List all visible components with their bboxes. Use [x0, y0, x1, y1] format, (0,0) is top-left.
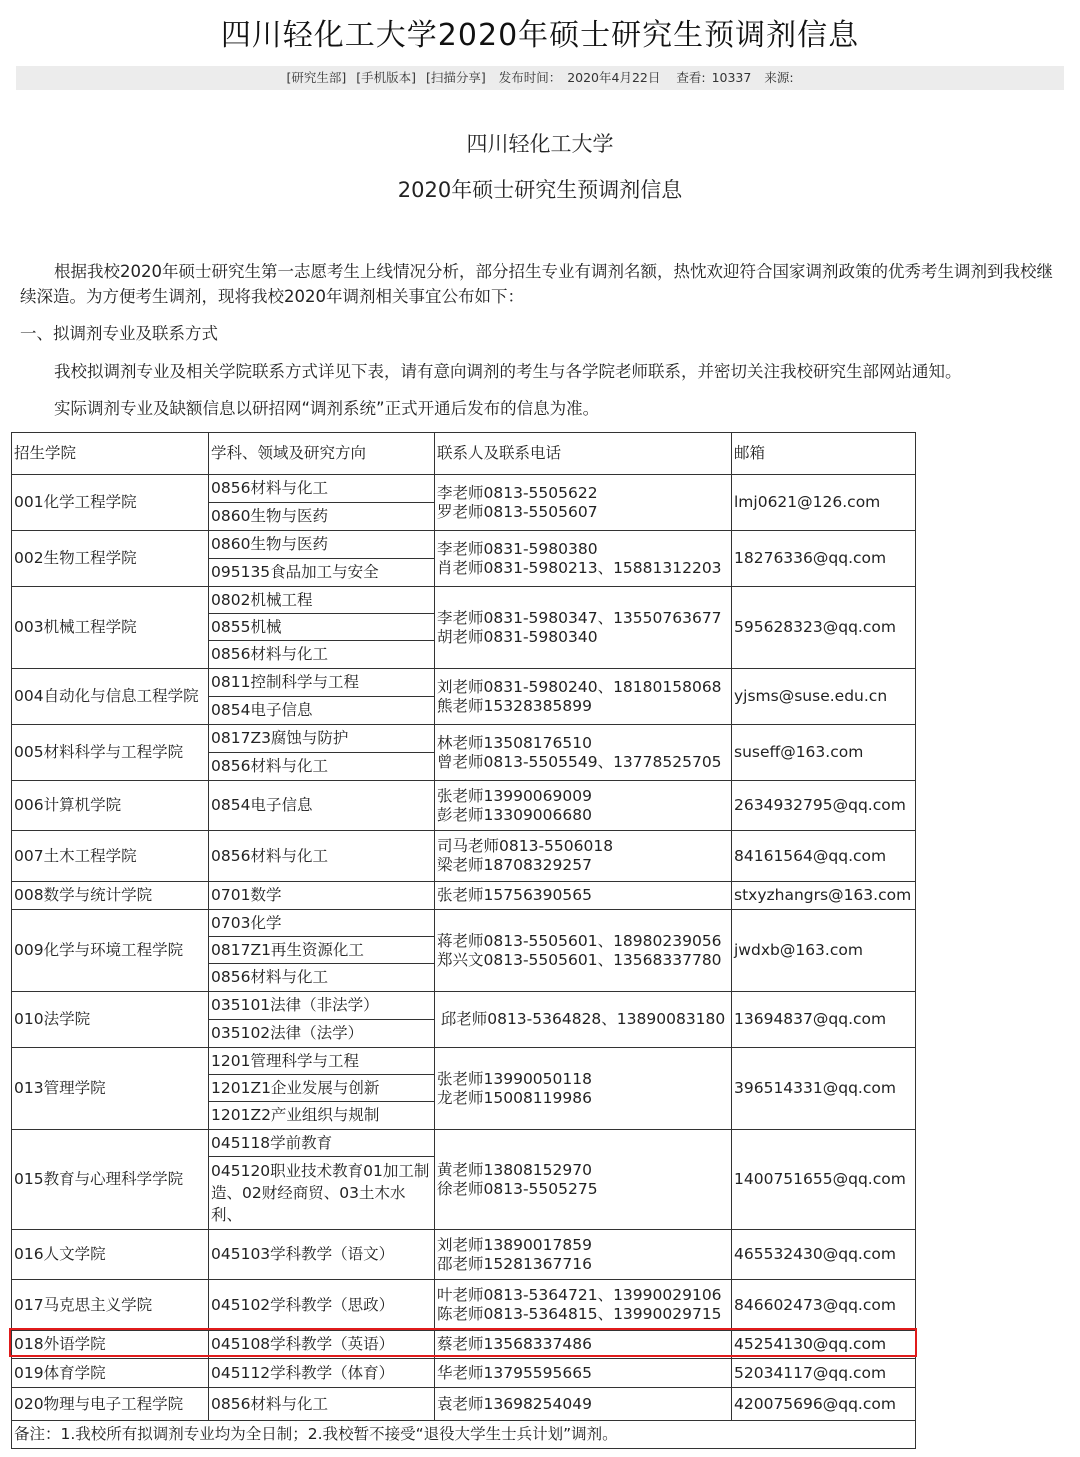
major-cell: 0854电子信息: [209, 697, 435, 725]
table-row: [12, 992, 916, 1020]
contact-cell: 叶老师0813-5364721、13990029106 陈老师0813-5364815、13990029715: [435, 1280, 732, 1331]
college-name: 020物理与电子工程学院: [12, 1388, 209, 1421]
article-meta-bar: [16, 66, 1064, 90]
contact-cell: 蔡老师13568337486: [435, 1331, 732, 1359]
college-name: 006计算机学院: [12, 781, 209, 831]
contact-cell: 张老师13990050118 龙老师15008119986: [435, 1048, 732, 1130]
college-name: 013管理学院: [12, 1048, 209, 1130]
major-cell: 045102学科教学（思政）: [209, 1280, 435, 1331]
major-cell: 0856材料与化工: [209, 641, 435, 669]
email-cell: 1400751655@qq.com: [732, 1130, 916, 1230]
college-name: 001化学工程学院: [12, 475, 209, 531]
email-cell: lmj0621@126.com: [732, 475, 916, 531]
contact-cell: 李老师0813-5505622 罗老师0813-5505607: [435, 475, 732, 531]
contact-cell: 李老师0831-5980380 肖老师0831-5980213、15881312203: [435, 531, 732, 587]
major-cell: 0856材料与化工: [209, 753, 435, 781]
major-cell: 0856材料与化工: [209, 831, 435, 882]
email-cell: 2634932795@qq.com: [732, 781, 916, 831]
table-row: [12, 1359, 916, 1388]
major-cell: 0856材料与化工: [209, 964, 435, 992]
header-college: 招生学院: [12, 433, 209, 475]
email-cell: stxyzhangrs@163.com: [732, 882, 916, 910]
contact-cell: 林老师13508176510 曾老师0813-5505549、13778525705: [435, 725, 732, 781]
major-cell: 045112学科教学（体育）: [209, 1359, 435, 1388]
view-count: 查看: 10337: [676, 70, 752, 85]
table-row: [12, 1331, 916, 1359]
college-name: 015教育与心理科学学院: [12, 1130, 209, 1230]
table-row: [12, 1048, 916, 1075]
major-cell: 0802机械工程: [209, 587, 435, 614]
contact-cell: 李老师0831-5980347、13550763677 胡老师0831-5980340: [435, 587, 732, 669]
table-note-row: [12, 1421, 916, 1449]
adjustment-table: [11, 432, 916, 1449]
college-name: 008数学与统计学院: [12, 882, 209, 910]
email-cell: 13694837@qq.com: [732, 992, 916, 1048]
source-label: 来源:: [764, 70, 794, 85]
table-row: [12, 669, 916, 697]
major-cell: 0854电子信息: [209, 781, 435, 831]
contact-cell: 刘老师13890017859 邵老师15281367716: [435, 1230, 732, 1280]
email-cell: yjsms@suse.edu.cn: [732, 669, 916, 725]
header-email: 邮箱: [732, 433, 916, 475]
table-note: 备注：1.我校所有拟调剂专业均为全日制；2.我校暂不接受“退役大学生士兵计划”调剂。: [12, 1421, 916, 1449]
contact-cell: 司马老师0813-5506018 梁老师18708329257: [435, 831, 732, 882]
major-cell: 045118学前教育: [209, 1130, 435, 1157]
major-cell: 0817Z3腐蚀与防护: [209, 725, 435, 753]
header-contact: 联系人及联系电话: [435, 433, 732, 475]
major-cell: 0817Z1再生资源化工: [209, 937, 435, 964]
major-cell: 1201管理科学与工程: [209, 1048, 435, 1075]
intro-paragraph: 根据我校2020年硕士研究生第一志愿考生上线情况分析，部分招生专业有调剂名额，热忱欢迎符合国家调剂政策的优秀考生调剂到我校继续深造。为方便考生调剂，现将我校2020年调剂相关事宜公布如下：: [20, 262, 1053, 306]
contact-cell: 黄老师13808152970 徐老师0813-5505275: [435, 1130, 732, 1230]
article-heading-line2: 2020年硕士研究生预调剂信息: [397, 178, 683, 202]
contact-cell: 袁老师13698254049: [435, 1388, 732, 1421]
college-name: 005材料科学与工程学院: [12, 725, 209, 781]
table-row: [12, 1230, 916, 1280]
major-cell: 0811控制科学与工程: [209, 669, 435, 697]
major-cell: 0860生物与医药: [209, 503, 435, 531]
table-row: [12, 831, 916, 882]
email-cell: 396514331@qq.com: [732, 1048, 916, 1130]
table-row: [12, 1130, 916, 1157]
major-cell: 095135食品加工与安全: [209, 559, 435, 587]
article-heading-line1: 四川轻化工大学: [466, 132, 614, 156]
major-cell: 045108学科教学（英语）: [209, 1331, 435, 1359]
contact-cell: 邱老师0813-5364828、13890083180: [435, 992, 732, 1048]
major-cell: 0856材料与化工: [209, 1388, 435, 1421]
mobile-version-link[interactable]: [手机版本]: [356, 70, 416, 85]
table-header-row: [12, 433, 916, 475]
college-name: 018外语学院: [12, 1331, 209, 1359]
section1-paragraph2: 实际调剂专业及缺额信息以研招网“调剂系统”正式开通后发布的信息为准。: [54, 399, 600, 418]
major-cell: 035101法律（非法学）: [209, 992, 435, 1020]
major-cell: 0855机械: [209, 614, 435, 641]
page-title: 四川轻化工大学2020年硕士研究生预调剂信息: [220, 18, 860, 53]
table-row: [12, 1388, 916, 1421]
college-name: 002生物工程学院: [12, 531, 209, 587]
table-row: [12, 910, 916, 937]
major-cell: 1201Z2产业组织与规制: [209, 1102, 435, 1130]
table-row: [12, 1280, 916, 1331]
email-cell: 52034117@qq.com: [732, 1359, 916, 1388]
college-name: 016人文学院: [12, 1230, 209, 1280]
email-cell: jwdxb@163.com: [732, 910, 916, 992]
table-row: [12, 882, 916, 910]
major-cell: 0856材料与化工: [209, 475, 435, 503]
section1-paragraph1: 我校拟调剂专业及相关学院联系方式详见下表，请有意向调剂的考生与各学院老师联系，并密切关注我校研究生部网站通知。: [54, 362, 962, 381]
contact-cell: 华老师13795595665: [435, 1359, 732, 1388]
college-name: 010法学院: [12, 992, 209, 1048]
college-name: 004自动化与信息工程学院: [12, 669, 209, 725]
college-name: 017马克思主义学院: [12, 1280, 209, 1331]
table-row: [12, 531, 916, 559]
contact-cell: 张老师15756390565: [435, 882, 732, 910]
email-cell: suseff@163.com: [732, 725, 916, 781]
major-cell: 035102法律（法学）: [209, 1020, 435, 1048]
header-major: 学科、领域及研究方向: [209, 433, 435, 475]
major-cell: 1201Z1企业发展与创新: [209, 1075, 435, 1102]
college-name: 009化学与环境工程学院: [12, 910, 209, 992]
table-row: [12, 725, 916, 753]
email-cell: 595628323@qq.com: [732, 587, 916, 669]
major-cell: 0860生物与医药: [209, 531, 435, 559]
source-dept-link[interactable]: [研究生部]: [286, 70, 347, 85]
email-cell: 465532430@qq.com: [732, 1230, 916, 1280]
contact-cell: 蒋老师0813-5505601、18980239056 郑兴文0813-5505601、13568337780: [435, 910, 732, 992]
email-cell: 84161564@qq.com: [732, 831, 916, 882]
major-cell: 045103学科教学（语文）: [209, 1230, 435, 1280]
college-name: 019体育学院: [12, 1359, 209, 1388]
email-cell: 846602473@qq.com: [732, 1280, 916, 1331]
email-cell: 18276336@qq.com: [732, 531, 916, 587]
email-cell: 45254130@qq.com: [732, 1331, 916, 1359]
college-name: 007土木工程学院: [12, 831, 209, 882]
major-cell: 045120职业技术教育01加工制造、02财经商贸、03土木水利、: [209, 1157, 435, 1230]
publish-time: 发布时间： 2020年4月22日: [498, 70, 661, 85]
major-cell: 0701数学: [209, 882, 435, 910]
table-row: [12, 475, 916, 503]
contact-cell: 刘老师0831-5980240、18180158068 熊老师15328385899: [435, 669, 732, 725]
college-name: 003机械工程学院: [12, 587, 209, 669]
major-cell: 0703化学: [209, 910, 435, 937]
section1-title: 一、拟调剂专业及联系方式: [20, 324, 218, 343]
contact-cell: 张老师13990069009 彭老师13309006680: [435, 781, 732, 831]
scan-share-link[interactable]: [扫描分享]: [425, 70, 486, 85]
table-row: [12, 781, 916, 831]
table-row: [12, 587, 916, 614]
email-cell: 420075696@qq.com: [732, 1388, 916, 1421]
